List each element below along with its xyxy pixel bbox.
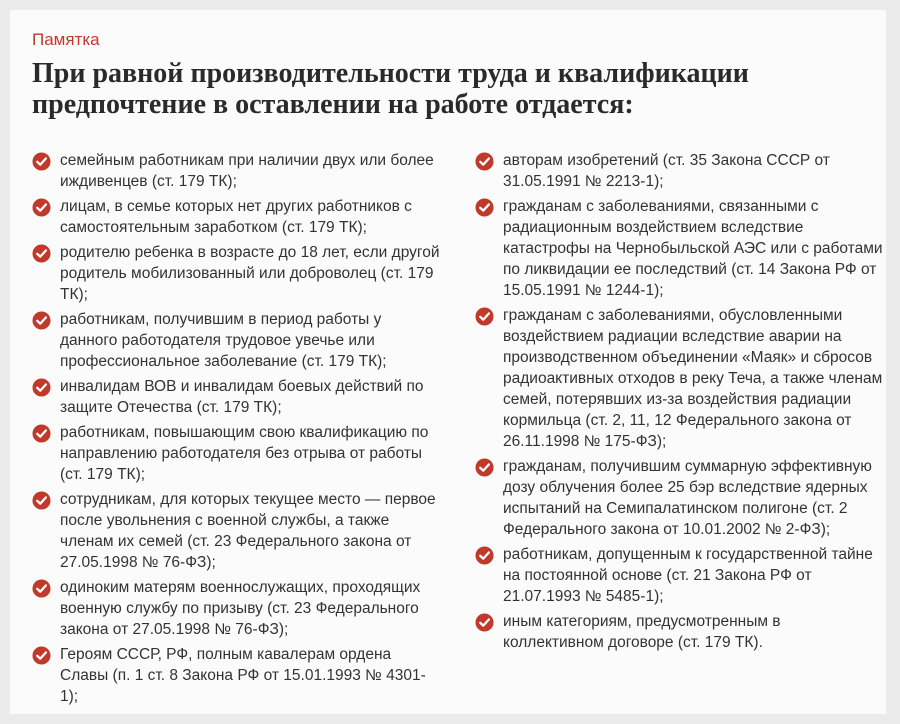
check-circle-icon <box>32 198 51 217</box>
list-item-text: гражданам с заболеваниями, обусловленными воздействием радиации вследствие аварии на производственном объединении «Маяк» и сбросов радиоактивных отходов в реку Теча, а также членам семей, потерявших из-за воздействия радиации кормильца (ст. 2, 11, 12 Федерального закона от 26.11.1998 № 175-ФЗ); <box>503 307 883 450</box>
list-item <box>475 456 885 540</box>
list-item <box>32 489 442 573</box>
left-list <box>32 150 442 711</box>
memo-kicker: Памятка <box>32 30 100 49</box>
list-item-text: иным категориям, предусмотренным в коллективном договоре (ст. 179 ТК). <box>503 613 781 651</box>
list-item <box>475 305 885 452</box>
list-item <box>32 242 442 305</box>
check-circle-icon <box>475 613 494 632</box>
list-item-text: работникам, получившим в период работы у данного работодателя трудовое увечье или профессиональное заболевание (ст. 179 ТК); <box>60 311 387 370</box>
check-circle-icon <box>32 152 51 171</box>
list-item-text: работникам, допущенным к государственной тайне на постоянной основе (ст. 21 Закона РФ от 21.07.1993 № 5485-1); <box>503 546 873 605</box>
list-item-text: семейным работникам при наличии двух или более иждивенцев (ст. 179 ТК); <box>60 152 434 190</box>
list-item-text: Героям СССР, РФ, полным кавалерам ордена Славы (п. 1 ст. 8 Закона РФ от 15.01.1993 № 4301-1); <box>60 646 426 705</box>
check-circle-icon <box>32 579 51 598</box>
list-item-text: инвалидам ВОВ и инвалидам боевых действий по защите Отечества (ст. 179 ТК); <box>60 378 424 416</box>
list-item <box>32 150 442 192</box>
memo-title: При равной производительности труда и квалификации предпочтение в оставлении на работе отдается: <box>32 58 749 120</box>
list-item <box>475 150 885 192</box>
list-item-text: авторам изобретений (ст. 35 Закона СССР от 31.05.1991 № 2213-1); <box>503 152 830 190</box>
check-circle-icon <box>32 378 51 397</box>
list-item-text: одиноким матерям военнослужащих, проходящих военную службу по призыву (ст. 23 Федерального закона от 27.05.1998 № 76-ФЗ); <box>60 579 421 638</box>
list-item <box>32 422 442 485</box>
list-item <box>32 309 442 372</box>
list-item-text: сотрудникам, для которых текущее место — первое после увольнения с военной службы, а также членам их семей (ст. 23 Федерального закона от 27.05.1998 № 76-ФЗ); <box>60 491 436 571</box>
check-circle-icon <box>475 307 494 326</box>
check-circle-icon <box>32 646 51 665</box>
list-item <box>32 376 442 418</box>
list-item-text: работникам, повышающим свою квалификацию по направлению работодателя без отрыва от работы (ст. 179 ТК); <box>60 424 429 483</box>
list-item-text: гражданам, получившим суммарную эффективную дозу облучения более 25 бэр вследствие ядерных испытаний на Семипалатинском полигоне (ст. 2 Федерального закона от 10.01.2002 № 2-ФЗ); <box>503 458 872 538</box>
list-item-text: лицам, в семье которых нет других работников с самостоятельным заработком (ст. 179 ТК); <box>60 198 412 236</box>
list-item <box>475 611 885 653</box>
check-circle-icon <box>475 152 494 171</box>
check-circle-icon <box>475 198 494 217</box>
list-item <box>32 644 442 707</box>
memo-card <box>10 10 886 714</box>
list-item <box>32 577 442 640</box>
check-circle-icon <box>32 311 51 330</box>
list-item <box>475 196 885 301</box>
check-circle-icon <box>475 458 494 477</box>
check-circle-icon <box>32 244 51 263</box>
check-circle-icon <box>32 491 51 510</box>
list-item <box>32 196 442 238</box>
check-circle-icon <box>475 546 494 565</box>
check-circle-icon <box>32 424 51 443</box>
right-list <box>475 150 885 657</box>
list-item-text: гражданам с заболеваниями, связанными с радиационным воздействием вследствие катастрофы на Чернобыльской АЭС или с работами по ликвидации ее последствий (ст. 14 Закона РФ от 15.05.1991 № 1244-1); <box>503 198 883 299</box>
list-item <box>475 544 885 607</box>
list-item-text: родителю ребенка в возрасте до 18 лет, если другой родитель мобилизованный или доброволец (ст. 179 ТК); <box>60 244 440 303</box>
